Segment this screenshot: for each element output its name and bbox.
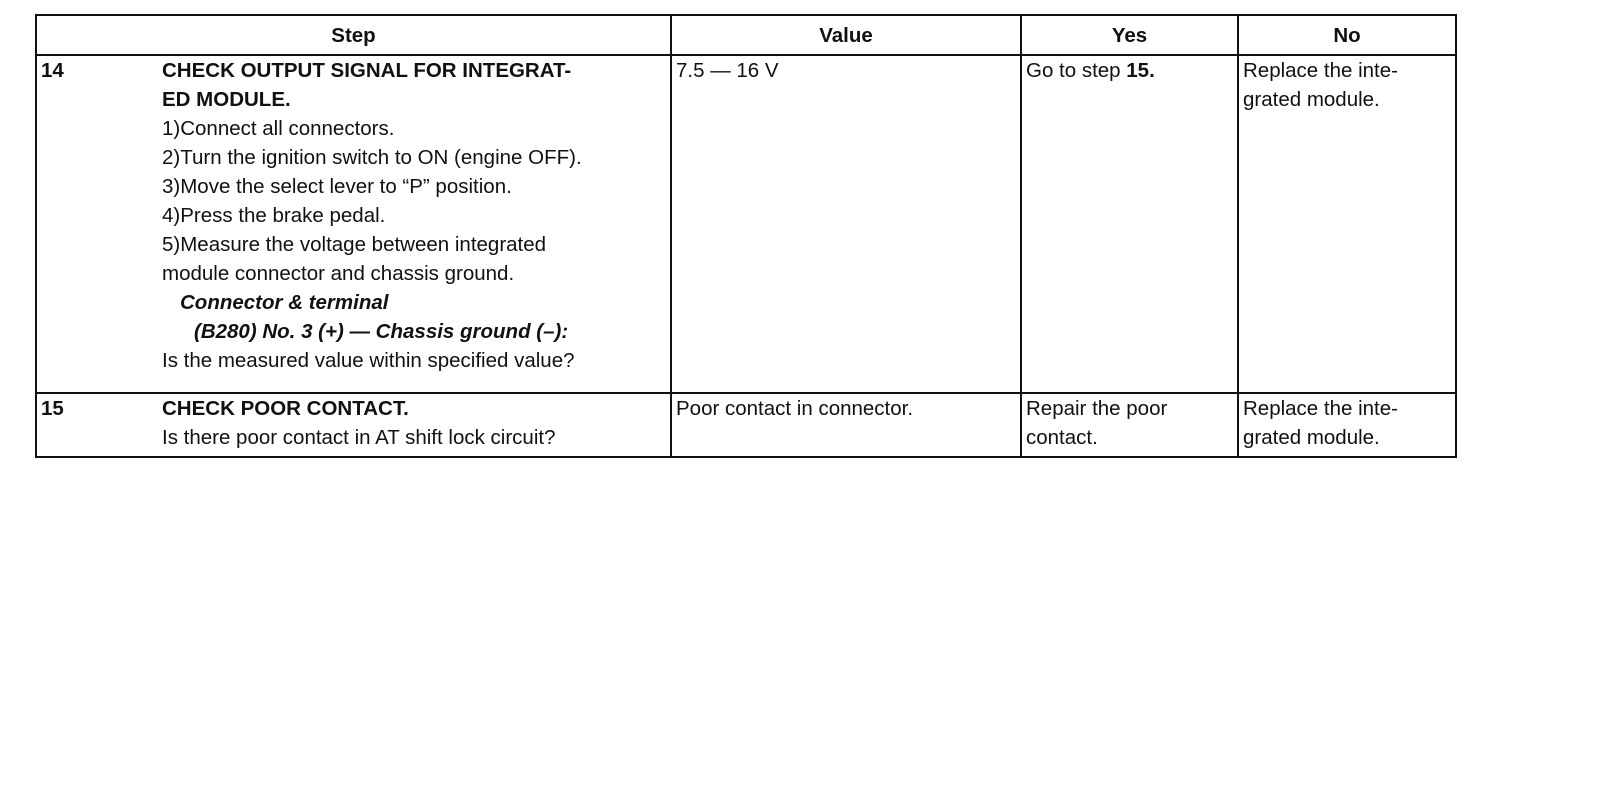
header-step: Step: [36, 15, 671, 55]
step-title: CHECK OUTPUT SIGNAL FOR INTEGRAT-: [162, 59, 572, 82]
table-row: [36, 55, 1456, 393]
step-cell: [158, 393, 671, 457]
yes-cell: [1021, 55, 1238, 393]
no-text-continued: grated module.: [1243, 426, 1380, 449]
instruction-line: 5)Measure the voltage between integrated: [162, 233, 547, 256]
value-cell: 7.5 — 16 V: [671, 55, 1021, 393]
header-value: Value: [671, 15, 1021, 55]
header-row: [36, 15, 1456, 55]
table-row: [36, 393, 1456, 457]
connector-detail: (B280) No. 3 (+) — Chassis ground (–):: [194, 320, 569, 343]
diagnostic-table: [35, 14, 1457, 458]
instruction-line: module connector and chassis ground.: [162, 262, 515, 285]
step-number: 14: [36, 55, 158, 393]
step-title: CHECK POOR CONTACT.: [162, 397, 409, 420]
header-yes: Yes: [1021, 15, 1238, 55]
no-text: Replace the inte-: [1243, 397, 1398, 420]
yes-cell: [1021, 393, 1238, 457]
yes-text: Repair the poor: [1026, 397, 1168, 420]
instruction-line: 1)Connect all connectors.: [162, 117, 395, 140]
instruction-line: 4)Press the brake pedal.: [162, 204, 386, 227]
no-cell: [1238, 393, 1456, 457]
no-text: Replace the inte-: [1243, 59, 1398, 82]
header-no: No: [1238, 15, 1456, 55]
step-question: Is there poor contact in AT shift lock circuit?: [162, 426, 556, 449]
value-cell: Poor contact in connector.: [671, 393, 1021, 457]
no-text-continued: grated module.: [1243, 88, 1380, 111]
step-cell: [158, 55, 671, 393]
instruction-line: 3)Move the select lever to “P” position.: [162, 175, 512, 198]
yes-text-continued: contact.: [1026, 426, 1098, 449]
step-question: Is the measured value within specified value?: [162, 349, 575, 372]
instruction-line: 2)Turn the ignition switch to ON (engine OFF).: [162, 146, 582, 169]
yes-text: Go to step: [1026, 59, 1127, 82]
no-cell: [1238, 55, 1456, 393]
step-number: 15: [36, 393, 158, 457]
connector-heading: Connector & terminal: [180, 291, 389, 314]
yes-step-link: 15.: [1126, 59, 1155, 82]
step-title-continued: ED MODULE.: [162, 88, 291, 111]
